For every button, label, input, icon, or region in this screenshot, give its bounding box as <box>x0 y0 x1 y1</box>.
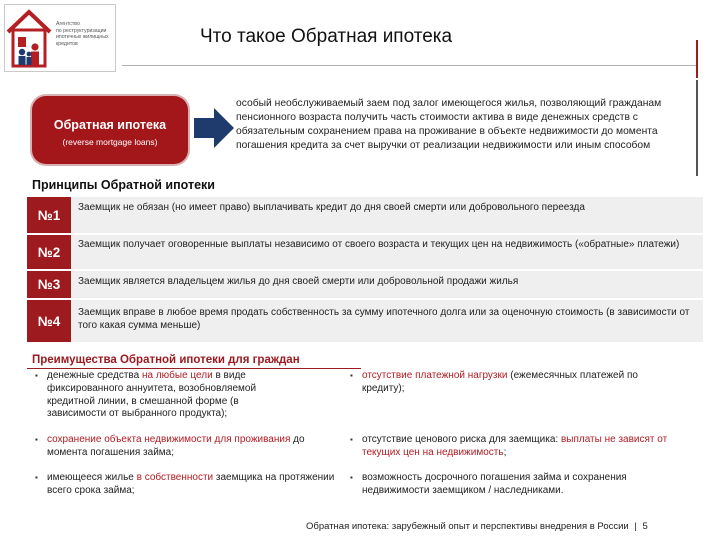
principle-number: №3 <box>27 271 71 298</box>
advantage-item-5 <box>35 472 337 498</box>
right-arrow-icon <box>192 106 236 150</box>
advantage-text: (ежемесячных платежей по кредиту); <box>362 370 638 394</box>
accent-bar-red <box>696 40 698 78</box>
principles-title: Принципы Обратной ипотеки <box>32 178 215 192</box>
advantage-highlight: на любые цели <box>141 370 213 381</box>
principle-text: Заемщик вправе в любое время продать собственность за сумму ипотечного долга или за оценочную стоимость (в зависимости от того какая сумма меньше) <box>78 307 690 331</box>
advantage-text: отсутствие ценового риска для заемщика: <box>362 434 561 445</box>
bullet-icon: ▪ <box>35 435 38 444</box>
principle-number: №1 <box>27 197 71 233</box>
principle-row-4 <box>27 300 703 342</box>
principle-number: №2 <box>27 235 71 269</box>
footer <box>306 521 648 532</box>
page-number: 5 <box>642 521 648 532</box>
principle-text: Заемщик получает оговоренные выплаты независимо от своего возраста и текущих цен на недвижимость («обратные» платежи) <box>78 239 680 250</box>
bullet-icon: ▪ <box>350 435 353 444</box>
concept-definition: особый необслуживаемый заем под залог имеющегося жилья, позволяющий гражданам пенсионного возраста получить часть стоимости актива в виде денежных средств с обязательным сохранением права на проживание в объекте недвижимости до момента погашения кредита за счет выручки от реализации недвижимости или иным способом <box>236 98 662 151</box>
advantages-title-underline <box>27 368 361 369</box>
footer-text: Обратная ипотека: зарубежный опыт и перспективы внедрения в России <box>306 521 629 532</box>
page-title: Что такое Обратная ипотека <box>200 26 453 47</box>
bullet-icon: ▪ <box>350 473 353 482</box>
advantage-highlight: сохранение объекта недвижимости для проживания <box>47 434 291 445</box>
advantage-text: заемщика на протяжении всего срока займа; <box>47 472 335 496</box>
logo-text: Агентство по реструктуризации ипотечных жилищных кредитов <box>56 21 109 47</box>
advantage-highlight: выплаты не зависят от текущих цен на недвижимость <box>362 434 668 458</box>
advantage-text: имеющееся жилье <box>47 472 137 483</box>
principle-text: Заемщик является владельцем жилья до дня своей смерти или добровольной продажи жилья <box>78 276 519 287</box>
advantage-text: возможность досрочного погашения займа и сохранения недвижимости заемщиком / наследниками. <box>362 472 627 496</box>
bullet-icon: ▪ <box>35 473 38 482</box>
bullet-icon: ▪ <box>350 371 353 380</box>
advantage-item-6 <box>350 472 662 498</box>
principle-row-3 <box>27 271 703 298</box>
accent-bar-gray <box>696 80 698 176</box>
advantage-text: до момента погашения займа; <box>47 434 305 458</box>
principle-row-1 <box>27 197 703 233</box>
advantage-item-2 <box>350 370 662 396</box>
concept-box <box>32 96 188 164</box>
concept-subtitle: (reverse mortgage loans) <box>62 137 158 147</box>
bullet-icon: ▪ <box>35 371 38 380</box>
advantage-text: ; <box>503 446 507 458</box>
footer-separator: | <box>634 521 637 532</box>
advantage-text: денежные средства <box>47 370 142 381</box>
advantage-item-4 <box>350 434 672 460</box>
advantage-item-1 <box>35 370 297 421</box>
advantage-highlight: в собственности <box>136 472 214 483</box>
principle-text: Заемщик не обязан (но имеет право) выплачивать кредит до дня своей смерти или добровольного переезда <box>78 202 585 213</box>
title-divider <box>122 65 698 66</box>
principle-row-2 <box>27 235 703 269</box>
advantage-item-3 <box>35 434 317 460</box>
advantage-text: в виде фиксированного аннуитета, возобновляемой кредитной линии, в смешанной форме (в зависимости от выбранного продукта); <box>47 370 257 420</box>
agency-logo <box>4 4 116 72</box>
advantage-highlight: отсутствие платежной нагрузки <box>362 370 508 381</box>
principle-number: №4 <box>27 300 71 342</box>
concept-title: Обратная ипотека <box>53 118 167 132</box>
advantages-title: Преимущества Обратной ипотеки для граждан <box>32 354 300 366</box>
